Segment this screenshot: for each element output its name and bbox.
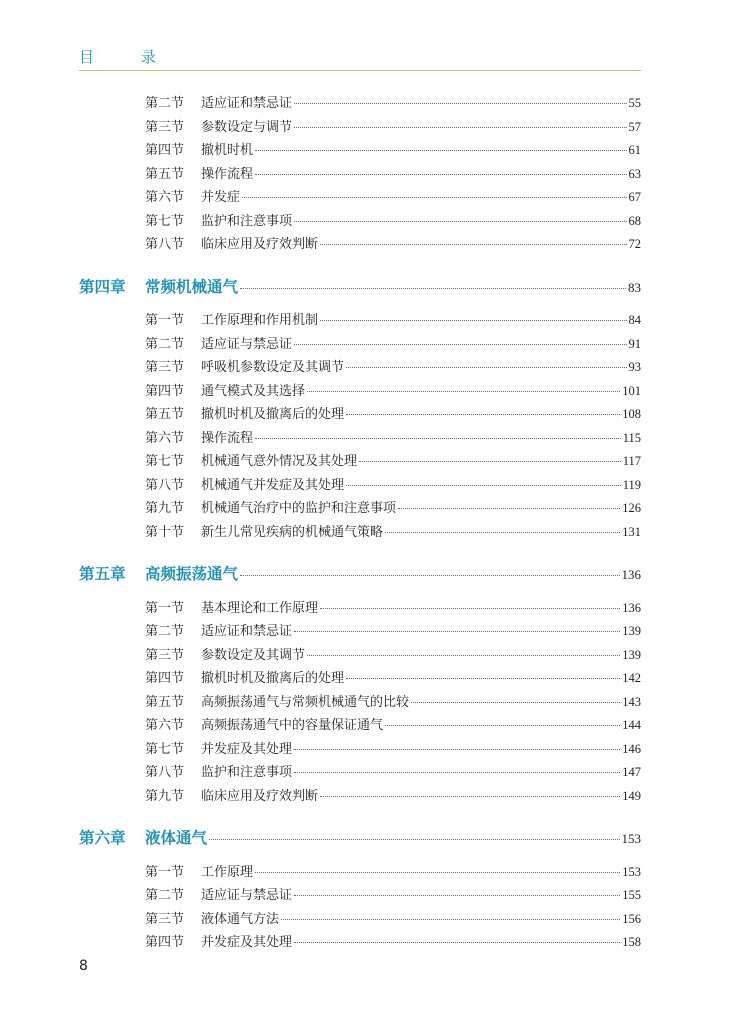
toc-section-entry[interactable] <box>145 497 641 516</box>
entry-number: 第七节 <box>145 741 185 757</box>
toc-section-entry[interactable] <box>145 450 641 469</box>
toc-section-entry[interactable] <box>145 644 641 663</box>
dot-leader <box>294 942 620 943</box>
dot-leader <box>294 772 620 773</box>
entry-title: 并发症及其处理 <box>201 935 293 950</box>
entry-title: 适应证与禁忌证 <box>201 336 293 352</box>
toc-section-entry[interactable] <box>145 785 641 804</box>
entry-number: 第四节 <box>145 143 185 158</box>
entry-number: 第四节 <box>145 383 185 399</box>
entry-number: 第七节 <box>145 213 185 229</box>
entry-number: 第二节 <box>145 888 185 903</box>
entry-title: 适应证和禁忌证 <box>201 624 293 639</box>
entry-page-number: 136 <box>621 567 641 582</box>
entry-title: 参数设定及其调节 <box>201 647 306 663</box>
entry-number: 第五节 <box>145 407 185 422</box>
entry-number: 第四章 <box>79 277 126 296</box>
dot-leader <box>294 631 620 632</box>
toc-section-entry[interactable] <box>145 139 641 158</box>
entry-title: 新生儿常见疾病的机械通气策略 <box>201 524 384 540</box>
toc-section-entry[interactable] <box>145 908 641 927</box>
entry-number: 第三节 <box>145 647 185 663</box>
entry-number: 第六节 <box>145 190 185 205</box>
entry-page-number: 139 <box>622 624 641 638</box>
dot-leader <box>385 725 620 726</box>
page-number: 8 <box>79 958 88 974</box>
entry-page-number: 67 <box>628 190 641 204</box>
entry-number: 第十节 <box>145 524 185 540</box>
entry-title: 撤机时机及撤离后的处理 <box>201 407 345 422</box>
dot-leader <box>294 895 620 896</box>
entry-number: 第五章 <box>79 565 126 583</box>
toc-chapter-entry[interactable] <box>79 275 641 297</box>
toc-section-entry[interactable] <box>145 186 641 205</box>
entry-title: 通气模式及其选择 <box>201 383 306 399</box>
dot-leader <box>307 391 620 392</box>
entry-number: 第六节 <box>145 718 185 733</box>
dot-leader <box>294 221 626 222</box>
entry-title: 撤机时机及撤离后的处理 <box>201 671 345 686</box>
entry-page-number: 108 <box>622 407 641 421</box>
entry-title: 呼吸机参数设定及其调节 <box>201 360 345 375</box>
dot-leader <box>209 839 619 840</box>
toc-section-entry[interactable] <box>145 761 641 780</box>
entry-title: 液体通气方法 <box>201 911 280 927</box>
toc-section-entry[interactable] <box>145 597 641 616</box>
entry-page-number: 156 <box>622 911 641 926</box>
entry-title: 临床应用及疗效判断 <box>201 788 319 804</box>
entry-number: 第六章 <box>79 829 126 847</box>
header-title: 目 录 <box>79 48 177 66</box>
toc-section-entry[interactable] <box>145 691 641 710</box>
entry-title: 常频机械通气 <box>145 277 239 296</box>
dot-leader <box>359 461 621 462</box>
toc-section-entry[interactable] <box>145 356 641 375</box>
dot-leader <box>346 485 621 486</box>
entry-title: 参数设定与调节 <box>201 119 293 135</box>
dot-leader <box>346 678 620 679</box>
dot-leader <box>320 608 620 609</box>
dot-leader <box>320 796 620 797</box>
entry-number: 第一节 <box>145 600 185 616</box>
toc-section-entry[interactable] <box>145 884 641 903</box>
entry-title: 撤机时机 <box>201 143 254 158</box>
entry-number: 第四节 <box>145 935 185 950</box>
entry-page-number: 57 <box>628 119 641 134</box>
entry-title: 适应证和禁忌证 <box>201 96 293 111</box>
entry-number: 第八节 <box>145 477 185 493</box>
toc-section-entry[interactable] <box>145 309 641 328</box>
entry-title: 机械通气意外情况及其处理 <box>201 454 358 469</box>
dot-leader <box>281 919 620 920</box>
entry-title: 监护和注意事项 <box>201 765 293 780</box>
entry-page-number: 83 <box>628 279 641 295</box>
header-divider <box>79 70 641 71</box>
entry-page-number: 155 <box>622 888 641 902</box>
entry-page-number: 91 <box>628 336 641 351</box>
toc-section-entry[interactable] <box>145 92 641 111</box>
entry-title: 工作原理 <box>201 864 254 880</box>
entry-number: 第三节 <box>145 119 185 135</box>
entry-page-number: 63 <box>628 166 641 181</box>
entry-title: 工作原理和作用机制 <box>201 313 319 328</box>
entry-page-number: 136 <box>622 600 641 615</box>
toc-section-entry[interactable] <box>145 714 641 733</box>
toc-section-entry[interactable] <box>145 861 641 880</box>
entry-page-number: 153 <box>622 864 641 879</box>
entry-page-number: 126 <box>622 501 641 515</box>
dot-leader <box>385 532 620 533</box>
entry-page-number: 139 <box>622 647 641 662</box>
dot-leader <box>307 655 620 656</box>
dot-leader <box>294 344 626 345</box>
entry-title: 操作流程 <box>201 430 254 446</box>
toc-section-entry[interactable] <box>145 667 641 686</box>
entry-page-number: 142 <box>622 671 641 685</box>
toc-section-entry[interactable] <box>145 521 641 540</box>
toc-section-entry[interactable] <box>145 427 641 446</box>
entry-number: 第七节 <box>145 454 185 469</box>
dot-leader <box>255 438 621 439</box>
entry-title: 高频振荡通气中的容量保证通气 <box>201 718 384 733</box>
dot-leader <box>294 127 626 128</box>
toc-section-entry[interactable] <box>145 620 641 639</box>
entry-number: 第九节 <box>145 788 185 804</box>
toc-section-entry[interactable] <box>145 210 641 229</box>
entry-page-number: 72 <box>628 237 641 251</box>
entry-page-number: 153 <box>621 831 641 846</box>
dot-leader <box>320 320 626 321</box>
dot-leader <box>240 288 626 289</box>
entry-title: 监护和注意事项 <box>201 213 293 229</box>
entry-page-number: 146 <box>622 741 641 756</box>
entry-title: 高频振荡通气 <box>145 565 239 583</box>
entry-page-number: 143 <box>622 694 641 709</box>
dot-leader <box>255 174 626 175</box>
entry-number: 第二节 <box>145 624 185 639</box>
entry-number: 第二节 <box>145 336 185 352</box>
entry-title: 基本理论和工作原理 <box>201 600 319 616</box>
entry-number: 第一节 <box>145 313 185 328</box>
entry-page-number: 101 <box>622 383 641 398</box>
entry-page-number: 131 <box>622 524 641 539</box>
entry-number: 第二节 <box>145 96 185 111</box>
toc-section-entry[interactable] <box>145 931 641 950</box>
entry-number: 第五节 <box>145 694 185 710</box>
dot-leader <box>255 872 620 873</box>
entry-number: 第一节 <box>145 864 185 880</box>
entry-number: 第九节 <box>145 501 185 516</box>
dot-leader <box>346 367 626 368</box>
entry-page-number: 55 <box>628 96 641 110</box>
entry-number: 第三节 <box>145 911 185 927</box>
toc-section-entry[interactable] <box>145 380 641 399</box>
toc-chapter-entry[interactable] <box>79 826 641 848</box>
entry-number: 第八节 <box>145 237 185 252</box>
toc-section-entry[interactable] <box>145 163 641 182</box>
entry-number: 第四节 <box>145 671 185 686</box>
entry-page-number: 158 <box>622 935 641 949</box>
toc-section-entry[interactable] <box>145 116 641 135</box>
entry-number: 第八节 <box>145 765 185 780</box>
entry-number: 第三节 <box>145 360 185 375</box>
entry-title: 机械通气并发症及其处理 <box>201 477 345 493</box>
entry-page-number: 117 <box>622 454 641 468</box>
entry-title: 适应证与禁忌证 <box>201 888 293 903</box>
dot-leader <box>398 508 620 509</box>
dot-leader <box>294 103 626 104</box>
entry-page-number: 115 <box>622 430 641 445</box>
toc-section-entry[interactable] <box>145 233 641 252</box>
entry-title: 并发症及其处理 <box>201 741 293 757</box>
entry-title: 机械通气治疗中的监护和注意事项 <box>201 501 397 516</box>
toc-section-entry[interactable] <box>145 738 641 757</box>
entry-title: 并发症 <box>201 190 241 205</box>
entry-number: 第五节 <box>145 166 185 182</box>
entry-title: 高频振荡通气与常频机械通气的比较 <box>201 694 410 710</box>
entry-page-number: 93 <box>628 360 641 374</box>
dot-leader <box>255 150 626 151</box>
entry-page-number: 84 <box>628 313 641 327</box>
entry-page-number: 149 <box>622 788 641 803</box>
dot-leader <box>294 749 620 750</box>
entry-page-number: 147 <box>622 765 641 779</box>
entry-page-number: 119 <box>622 477 641 492</box>
dot-leader <box>240 575 619 576</box>
entry-page-number: 68 <box>628 213 641 228</box>
dot-leader <box>346 414 620 415</box>
entry-page-number: 144 <box>622 718 641 732</box>
toc-section-entry[interactable] <box>145 403 641 422</box>
entry-title: 临床应用及疗效判断 <box>201 237 319 252</box>
entry-number: 第六节 <box>145 430 185 446</box>
toc-section-entry[interactable] <box>145 333 641 352</box>
dot-leader <box>242 197 626 198</box>
entry-title: 操作流程 <box>201 166 254 182</box>
entry-page-number: 61 <box>628 143 641 157</box>
entry-title: 液体通气 <box>145 829 208 847</box>
toc-chapter-entry[interactable] <box>79 562 641 584</box>
dot-leader <box>411 702 620 703</box>
toc-section-entry[interactable] <box>145 474 641 493</box>
dot-leader <box>320 244 626 245</box>
